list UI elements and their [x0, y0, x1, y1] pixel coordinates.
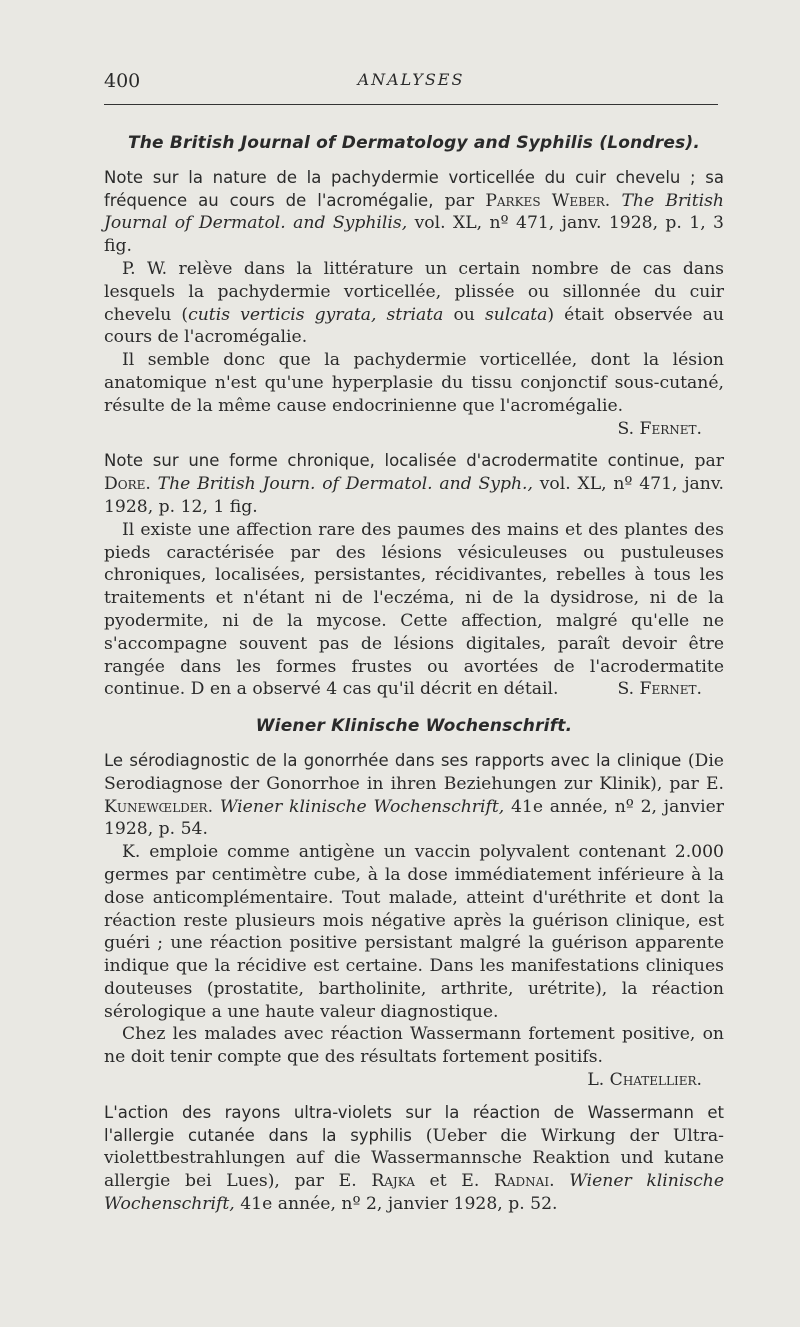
article-heading: Note sur la nature de la pachydermie vorticellée du cuir chevelu ; sa fréquence au cours de l'acromégalie, par Parkes Weber. The British Journal of Dermatol. and Syphilis, vol. XL, nº 471, janv. 1928, p. 1, 3 fig.	[104, 167, 724, 257]
article-author: Dore.	[104, 474, 151, 495]
running-title: ANALYSES	[357, 70, 465, 89]
page-header	[104, 70, 718, 96]
german-title: (Die Serodiagnose der Gonorrhoe in ihren Beziehungen zur Klinik), par	[104, 750, 724, 794]
journal-reference: Wiener klinische Wochenschrift,	[104, 1171, 725, 1215]
article-signature: S. Fernet.	[617, 418, 702, 439]
article-title: Le sérodiagnostic de la gonorrhée dans ses rapports avec la clinique	[104, 750, 682, 770]
citation: vol. XL, nº 471, janv. 1928, p. 1, 3 fig.	[104, 213, 724, 257]
article-paragraph: K. emploie comme antigène un vaccin polyvalent contenant 2.000 germes par centimètre cube, à la dose immédiatement inférieure à la dose anticomplémentaire. Tout malade, atteint d'uréthrite et dont la réaction reste plusieurs mois négative après la guérison clinique, est guéri ; une réaction positive persistant malgré la guérison apparente indique que la récidive est certaine. Dans les manifestations cliniques douteuses (prostatite, bartholinite, arthrite, urétrite), la réaction sérologique a une haute valeur diagnostique.	[104, 842, 724, 1022]
citation: vol. XL, nº 471, janv. 1928, p. 12, 1 fig.	[104, 474, 725, 517]
article-paragraph: Il semble donc que la pachydermie vorticellée, dont la lésion anatomique n'est qu'une hyperplasie du tissu conjonctif sous-cutané, résulte de la même cause endocrinienne que l'acromégalie.	[104, 350, 724, 416]
article-heading: Note sur une forme chronique, localisée d'acrodermatite continue, par Dore. The British Journ. of Dermatol. and Syph., vol. XL, nº 471, janv. 1928, p. 12, 1 fig.	[104, 451, 725, 517]
article-title: Note sur la nature de la pachydermie vorticellée du cuir chevelu ; sa fréquence au cours de l'acromégalie,	[104, 167, 724, 210]
journal-heading: Wiener Klinische Wochenschrift.	[255, 716, 573, 737]
journal-heading: The British Journal of Dermatology and Syphilis (Londres).	[127, 133, 701, 153]
article-heading	[104, 750, 724, 841]
citation: 41e année, nº 2, janvier 1928, p. 52.	[240, 1194, 558, 1215]
journal-reference: Wiener klinische Wochenschrift,	[219, 796, 505, 817]
article-paragraph: Chez les malades avec réaction Wassermann fortement positive, on ne doit tenir compte que des résultats fortement positifs.	[104, 1024, 724, 1068]
german-title: (Ueber die Wirkung der Ultra-violettbestrahlungen auf die Wassermannsche Reaktion und kutane allergie bei Lues), par	[104, 1125, 724, 1192]
article-4	[104, 1102, 724, 1216]
article-3	[104, 750, 724, 1092]
article-paragraph: Il existe une affection rare des paumes des mains et des plantes des pieds caractérisée par des lésions vésiculeuses ou pustuleuses chroniques, localisées, persistantes, récidivantes, rebelles à tous les traitements et n'étant ni de l'eczéma, ni de la dysidrose, ni de la pyodermite, ni de la mycose. Cette affection, malgré qu'elle ne s'accompagne souvent pas de lésions digitales, paraît devoir être rangée dans les formes frustes ou avortées de l'acrodermatite continue. D en a observé 4 cas qu'il décrit en détail. S. Fernet.	[104, 519, 724, 700]
article-signature: L. Chatellier.	[587, 1070, 702, 1091]
citation: 41e année, nº 2, janvier 1928, p. 54.	[104, 796, 725, 840]
page-number: 400	[104, 70, 141, 92]
journal-reference: The British Journ. of Dermatol. and Syph.,	[157, 474, 533, 495]
article-title: Note sur une forme chronique, localisée d'acrodermatite continue,	[104, 451, 685, 471]
article-signature: S. Fernet.	[617, 679, 702, 700]
article-2	[104, 450, 724, 701]
header-rule	[104, 104, 718, 105]
journal-reference: The British Journal of Dermatol. and Syphilis,	[104, 190, 724, 234]
article-author: E. Radnai.	[461, 1171, 555, 1192]
article-title: L'action des rayons ultra-violets sur la réaction de Wassermann et l'allergie cutanée dans la syphilis	[104, 1102, 724, 1145]
article-paragraph: P. W. relève dans la littérature un certain nombre de cas dans lesquels la pachydermie vorticellée, plissée ou sillonnée du cuir chevelu (cutis verticis gyrata, striata ou sulcata) était observée au cours de l'acromégalie.	[104, 258, 724, 348]
article-heading: L'action des rayons ultra-violets sur la réaction de Wassermann et l'allergie cutanée dans la syphilis (Ueber die Wirkung der Ultra-violettbestrahlungen auf die Wassermannsche Reaktion und kutane allergie bei Lues), par E. Rajka et E. Radnai. Wiener klinische Wochenschrift, 41e année, nº 2, janvier 1928, p. 52.	[104, 1102, 725, 1215]
article-author: Parkes Weber.	[485, 190, 611, 211]
article-author: E. Rajka	[338, 1171, 415, 1192]
page-content	[104, 118, 724, 1226]
article-1	[104, 167, 724, 441]
article-author: E. Kunewœlder.	[104, 773, 725, 817]
